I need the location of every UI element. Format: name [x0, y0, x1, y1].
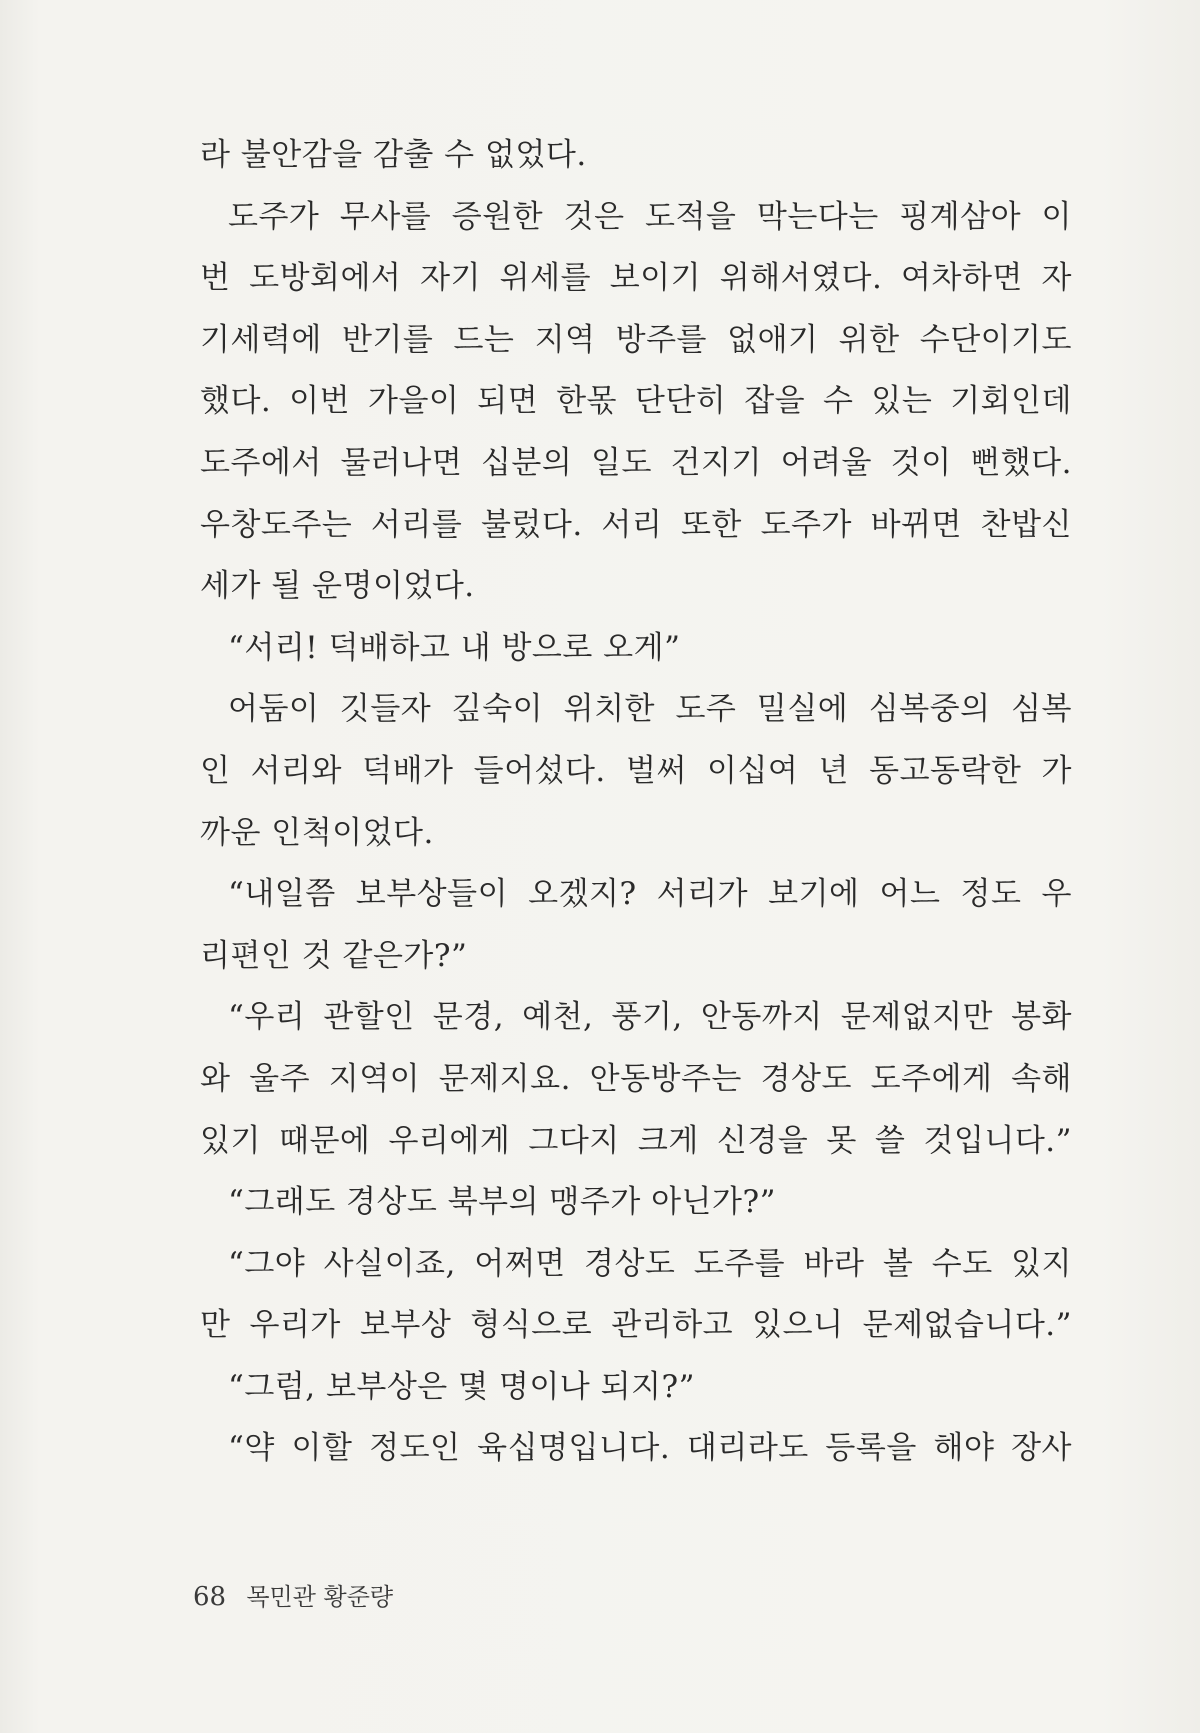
page-footer: [193, 1577, 393, 1617]
running-title: 목민관 황준량: [246, 1583, 394, 1611]
text-line: 있기 때문에 우리에게 그다지 크게 신경을 못 쓸 것입니다.”: [200, 1122, 1072, 1159]
text-line: 도주가 무사를 증원한 것은 도적을 막는다는 핑계삼아 이: [228, 198, 1072, 235]
text-line: “그래도 경상도 북부의 맹주가 아닌가?”: [228, 1184, 776, 1221]
text-line: 와 울주 지역이 문제지요. 안동방주는 경상도 도주에게 속해: [200, 1060, 1072, 1097]
body-text: [200, 125, 1072, 1480]
text-line: 만 우리가 보부상 형식으로 관리하고 있으니 문제없습니다.”: [200, 1307, 1072, 1344]
text-line: “내일쯤 보부상들이 오겠지? 서리가 보기에 어느 정도 우: [228, 876, 1072, 913]
text-line: 인 서리와 덕배가 들어섰다. 벌써 이십여 년 동고동락한 가: [200, 752, 1072, 789]
text-line: 기세력에 반기를 드는 지역 방주를 없애기 위한 수단이기도: [200, 321, 1072, 358]
page-number: 68: [193, 1582, 227, 1612]
text-line: “우리 관할인 문경, 예천, 풍기, 안동까지 문제없지만 봉화: [228, 999, 1072, 1036]
text-line: “그야 사실이죠, 어쩌면 경상도 도주를 바라 볼 수도 있지: [228, 1245, 1072, 1282]
text-line: 했다. 이번 가을이 되면 한몫 단단히 잡을 수 있는 기회인데: [200, 383, 1072, 420]
text-line: 세가 될 운명이었다.: [200, 568, 475, 605]
text-line: “약 이할 정도인 육십명입니다. 대리라도 등록을 해야 장사: [228, 1430, 1072, 1467]
text-line: 리편인 것 같은가?”: [200, 937, 468, 974]
text-line: 도주에서 물러나면 십분의 일도 건지기 어려울 것이 뻔했다.: [200, 444, 1072, 481]
text-line: 우창도주는 서리를 불렀다. 서리 또한 도주가 바뀌면 찬밥신: [200, 506, 1072, 543]
text-line: 어둠이 깃들자 깊숙이 위치한 도주 밀실에 심복중의 심복: [228, 691, 1072, 728]
text-line: “서리! 덕배하고 내 방으로 오게”: [228, 629, 681, 666]
text-line: 번 도방회에서 자기 위세를 보이기 위해서였다. 여차하면 자: [200, 260, 1072, 297]
text-line: 까운 인척이었다.: [200, 814, 434, 851]
text-line: “그럼, 보부상은 몇 명이나 되지?”: [228, 1368, 695, 1405]
text-line: 라 불안감을 감출 수 없었다.: [200, 137, 587, 173]
